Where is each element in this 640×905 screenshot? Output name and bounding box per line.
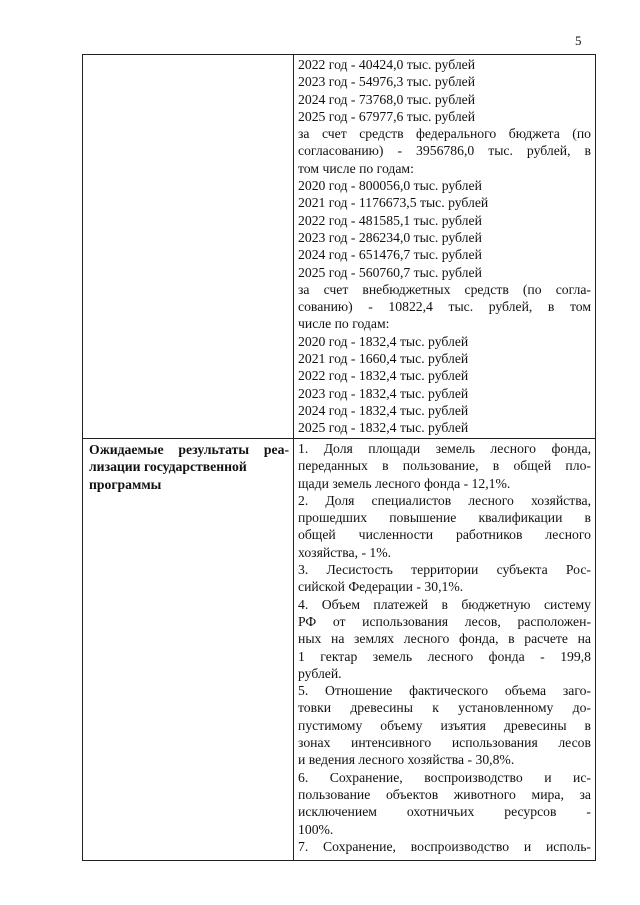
result-line: и ведения лесного хозяйства - 30,8%. (298, 752, 515, 768)
result-line: 4. Объем платежей в бюджетную систему (298, 596, 591, 612)
result-item-3 (298, 561, 591, 596)
extrabudget-years-block (298, 333, 591, 437)
result-line: 1. Доля площади земель лесного фонда, (298, 441, 591, 456)
extrabudget-year-line: 2020 год - 1832,4 тыс. рублей (298, 333, 469, 349)
result-item-2 (298, 492, 591, 561)
federal-intro-line: согласованию) - 3956786,0 тыс. рублей, в (298, 143, 591, 159)
result-line: рублей. (298, 665, 342, 681)
result-line: товки древесины к установленному до- (298, 700, 591, 716)
results-heading (89, 441, 289, 493)
result-line: общей численности работников лесного (298, 527, 591, 543)
result-item-5 (298, 682, 591, 768)
extrabudget-intro-line: за счет внебюджетных средств (по согла- (298, 281, 591, 297)
results-heading-line: лизации государственной (89, 459, 247, 475)
extrabudget-year-line: 2022 год - 1832,4 тыс. рублей (298, 368, 469, 384)
extrabudget-intro (298, 281, 591, 333)
result-item-4 (298, 596, 591, 682)
federal-years-block (298, 177, 591, 281)
federal-intro (298, 125, 591, 177)
result-line: 3. Лесистость территории субъекта Рос- (298, 562, 591, 578)
regional-years-block (298, 56, 591, 125)
federal-intro-line: том числе по годам: (298, 160, 414, 176)
result-line: РФ от использования лесов, расположен- (298, 613, 591, 629)
result-item-6 (298, 769, 591, 838)
extrabudget-year-line: 2021 год - 1660,4 тыс. рублей (298, 351, 469, 367)
funding-label-cell (83, 55, 294, 439)
extrabudget-intro-line: числе по годам: (298, 316, 390, 332)
result-line: пользование объектов животного мира, за (298, 786, 591, 802)
extrabudget-year-line: 2024 год - 1832,4 тыс. рублей (298, 402, 469, 418)
results-value-cell (294, 439, 596, 861)
results-heading-line: программы (89, 476, 162, 492)
result-line: ных на землях лесного фонда, в расчете на (298, 631, 591, 647)
regional-year-line: 2023 год - 54976,3 тыс. рублей (298, 74, 476, 90)
result-line: хозяйства, - 1%. (298, 544, 392, 560)
federal-year-line: 2024 год - 651476,7 тыс. рублей (298, 247, 482, 263)
result-line: 6. Сохранение, воспроизводство и ис- (298, 769, 591, 785)
result-line: 5. Отношение фактического объема заго- (298, 683, 591, 699)
federal-year-line: 2021 год - 1176673,5 тыс. рублей (298, 195, 489, 211)
result-line: 7. Сохранение, воспроизводство и исполь- (298, 838, 591, 854)
result-line: исключением охотничьих ресурсов - (298, 804, 591, 820)
result-item-1 (298, 440, 591, 492)
program-passport-table (82, 54, 596, 861)
result-line: 2. Доля специалистов лесного хозяйства, (298, 492, 591, 508)
extrabudget-intro-line: сованию) - 10822,4 тыс. рублей, в том (298, 299, 591, 315)
results-label-cell (83, 439, 294, 861)
page-number: 5 (575, 33, 582, 48)
result-line: зонах интенсивного использования лесов (298, 735, 591, 751)
results-heading-line: Ожидаемые результаты реа- (89, 442, 289, 457)
result-line: переданных в пользование, в общей пло- (298, 458, 591, 474)
result-line: 100%. (298, 821, 334, 837)
result-line: сийской Федерации - 30,1%. (298, 579, 464, 595)
result-line: щади земель лесного фонда - 12,1%. (298, 475, 511, 491)
result-item-7 (298, 838, 591, 855)
regional-year-line: 2025 год - 67977,6 тыс. рублей (298, 108, 476, 124)
result-line: 1 гектар земель лесного фонда - 199,8 (298, 648, 591, 664)
regional-year-line: 2024 год - 73768,0 тыс. рублей (298, 91, 476, 107)
federal-year-line: 2025 год - 560760,7 тыс. рублей (298, 264, 482, 280)
regional-year-line: 2022 год - 40424,0 тыс. рублей (298, 57, 476, 72)
results-row (83, 439, 596, 861)
extrabudget-year-line: 2025 год - 1832,4 тыс. рублей (298, 420, 469, 436)
extrabudget-year-line: 2023 год - 1832,4 тыс. рублей (298, 385, 469, 401)
federal-year-line: 2023 год - 286234,0 тыс. рублей (298, 229, 482, 245)
federal-year-line: 2022 год - 481585,1 тыс. рублей (298, 212, 482, 228)
result-line: прошедших повышение квалификации в (298, 510, 591, 526)
funding-value-cell (294, 55, 596, 439)
federal-intro-line: за счет средств федерального бюджета (по (298, 126, 591, 142)
funding-row (83, 55, 596, 439)
federal-year-line: 2020 год - 800056,0 тыс. рублей (298, 178, 482, 194)
result-line: пустимому объему изъятия древесины в (298, 717, 591, 733)
